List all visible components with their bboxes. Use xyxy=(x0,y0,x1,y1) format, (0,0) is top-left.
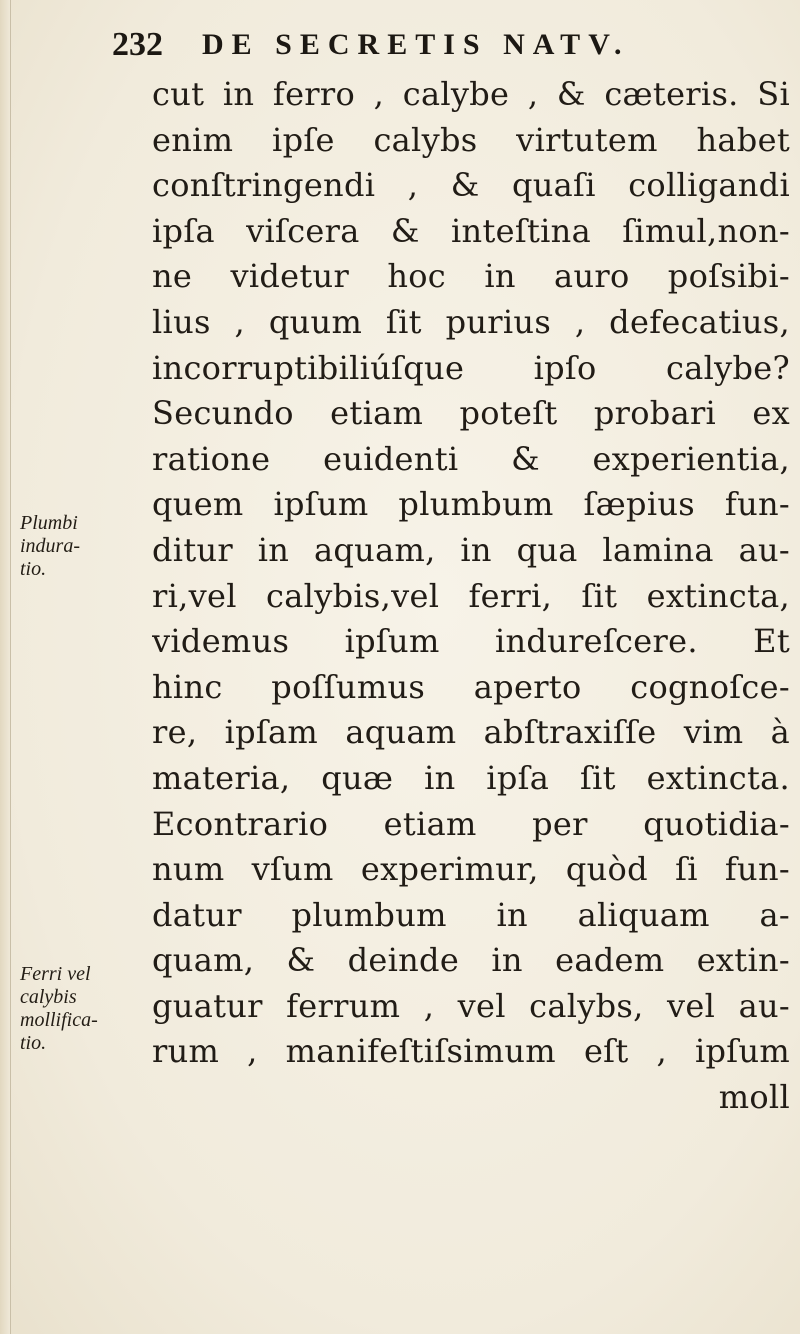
text-line: guatur ferrum , vel calybs, vel au- xyxy=(152,986,790,1025)
page-gutter-edge xyxy=(0,0,11,1334)
text-line: incorruptibiliúſque ipſo calybe? xyxy=(152,348,790,387)
margin-note-plumbi xyxy=(20,512,80,581)
body-text xyxy=(152,72,790,1121)
text-line: re, ipſam aquam abſtraxiſſe vim à xyxy=(152,713,790,752)
margin-note-line: Ferri vel xyxy=(20,963,91,985)
text-line: num vſum experimur, quòd ſi fun- xyxy=(152,850,790,889)
margin-note-line: indura- xyxy=(20,535,80,557)
text-line: enim ipſe calybs virtutem habet xyxy=(152,120,790,159)
text-line: ratione euidenti & experientia, xyxy=(152,439,790,478)
text-line: videmus ipſum indureſcere. Et xyxy=(152,622,790,661)
margin-note-line: tio. xyxy=(20,558,47,580)
margin-note-line: tio. xyxy=(20,1032,47,1054)
text-line: conſtringendi , & quaſi colligandi xyxy=(152,166,790,205)
margin-note-line: Plumbi xyxy=(20,512,78,534)
margin-note-line: calybis xyxy=(20,986,77,1008)
text-line: ditur in aquam, in qua lamina au- xyxy=(152,530,790,569)
catchword-line: moll xyxy=(718,1078,790,1117)
text-line: hinc poſſumus aperto cognoſce- xyxy=(152,667,790,706)
text-line: lius , quum ſit purius , defecatius, xyxy=(152,302,790,341)
text-line: rum , manifeſtiſsimum eſt , ipſum xyxy=(152,1032,790,1071)
page-number: 232 xyxy=(112,26,163,63)
text-line: ne videtur hoc in auro poſsibi- xyxy=(152,257,790,296)
text-line: ri,vel calybis,vel ferri, ſit extincta, xyxy=(152,576,790,615)
text-line: cut in ferro , calybe , & cæteris. Si xyxy=(152,75,790,113)
text-line: datur plumbum in aliquam a- xyxy=(152,895,790,934)
text-line: materia, quæ in ipſa ſit extincta. xyxy=(152,758,790,797)
margin-note-ferri xyxy=(20,963,98,1055)
text-line: ipſa viſcera & inteſtina ſimul,non- xyxy=(152,211,790,250)
running-head: DE SECRETIS NATV. xyxy=(202,28,630,61)
text-line: quam, & deinde in eadem extin- xyxy=(152,941,790,980)
page-header xyxy=(112,20,712,70)
margin-note-line: mollifica- xyxy=(20,1009,98,1031)
text-line: Secundo etiam poteſt probari ex xyxy=(152,394,790,433)
text-line: Econtrario etiam per quotidia- xyxy=(152,804,790,843)
text-line: quem ipſum plumbum ſæpius fun- xyxy=(152,485,790,524)
